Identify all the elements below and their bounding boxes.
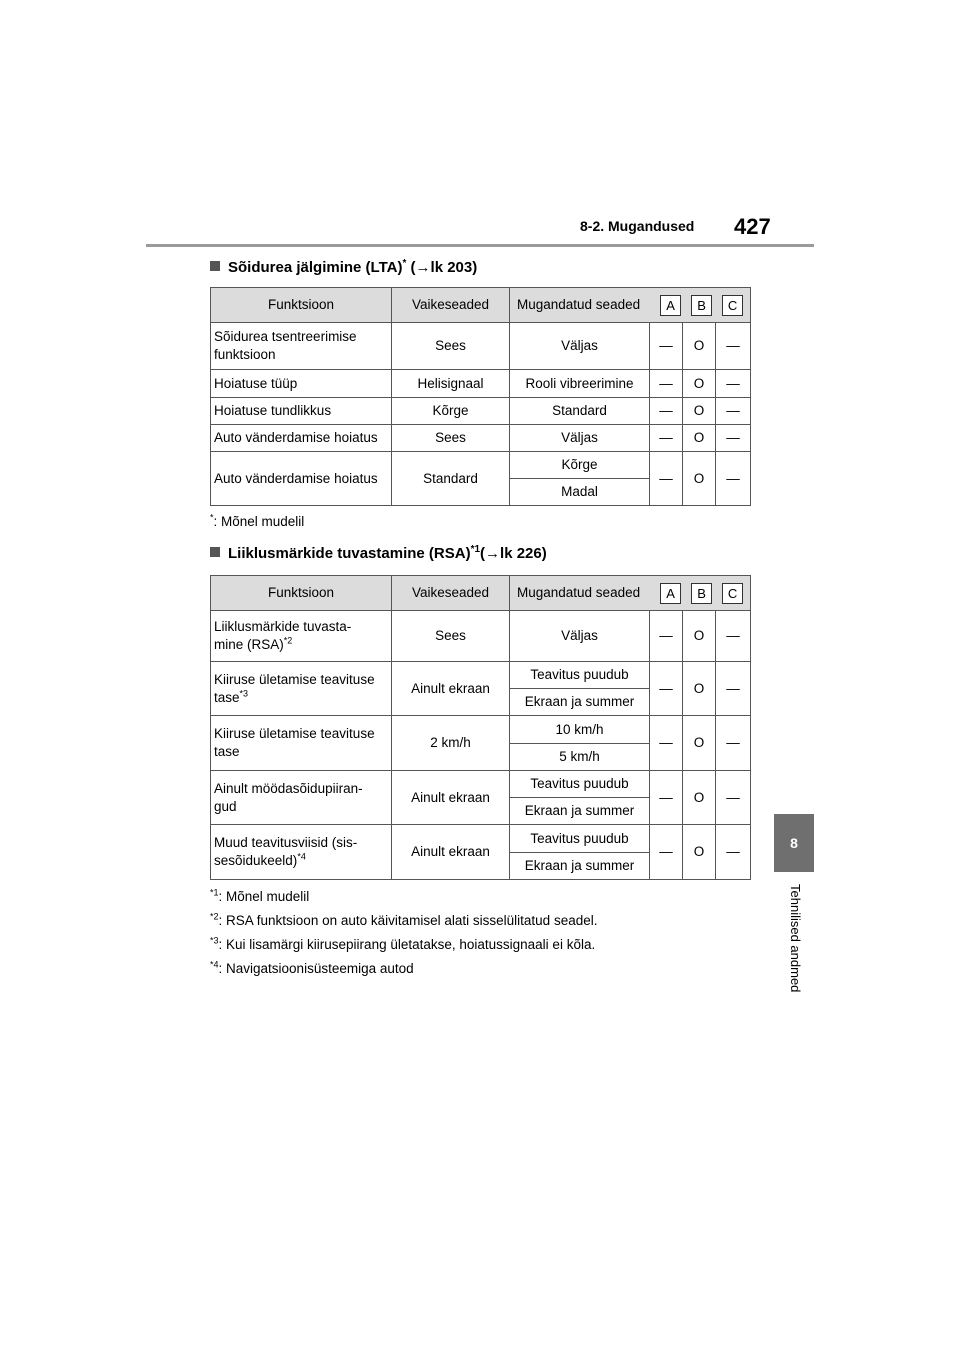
page-number: 427 [734,214,771,239]
section-header: 8-2. Mugandused [580,218,695,234]
chapter-label: Tehnilised andmed [788,884,803,993]
col-custom: Mugandatud seaded A B C [510,576,751,611]
col-c-badge: C [722,583,743,604]
col-default: Vaikeseaded [392,288,510,323]
col-b-badge: B [691,295,712,316]
table-row: Muud teavitusviisid (sis- sesõidukeeld)$^{*4}$ Ainult ekraan Teavitus puudub — O — [211,825,751,853]
table-row: Ekraan ja summer [211,689,751,716]
table-row: Ainult möödasõidupiiran- gud Ainult ekraan Teavitus puudub — O — [211,771,751,798]
rsa-settings-table [210,575,751,880]
col-a-badge: A [660,583,681,604]
table-row: Auto vänderdamise hoiatus Standard Kõrge — O — [211,452,751,479]
table-row: Sõidurea tsentreerimise funktsioon Sees Väljas — O — [211,323,751,370]
section2-title: Liiklusmärkide tuvastamine (RSA)$^{*1}$(→lk 226) [210,545,547,562]
col-function: Funktsioon [211,576,392,611]
table-row: Kiiruse ületamise teavituse tase$^{*3}$ Ainult ekraan Teavitus puudub — O — [211,662,751,689]
table-header-row [211,288,751,323]
table-row: Kiiruse ületamise teavituse tase 2 km/h 10 km/h — O — [211,716,751,744]
col-default: Vaikeseaded [392,576,510,611]
table-row: Ekraan ja summer [211,798,751,825]
table-header-row [211,576,751,611]
col-custom: Mugandatud seaded A B C [510,288,751,323]
footnote: *: Mõnel mudelil [210,512,305,529]
table-row: Liiklusmärkide tuvasta- mine (RSA)$^{*2}$ Sees Väljas — O — [211,611,751,662]
col-b-badge: B [691,583,712,604]
table-row: Hoiatuse tüüp Helisignaal Rooli vibreerimine — O — [211,370,751,398]
header-divider [146,244,814,247]
col-c-badge: C [722,295,743,316]
footnote-4: $^{*4}$: Navigatsioonisüsteemiga autod [210,959,414,976]
footnote-2: $^{*2}$: RSA funktsioon on auto käivitamisel alati sisselülitatud seadel. [210,911,598,928]
table-row: Ekraan ja summer [211,853,751,880]
footnote-3: $^{*3}$: Kui lisamärgi kiirusepiirang ületatakse, hoiatussignaali ei kõla. [210,935,596,952]
table-row: Hoiatuse tundlikkus Kõrge Standard — O — [211,398,751,425]
table-row: Auto vänderdamise hoiatus Sees Väljas — O — [211,425,751,452]
table-row: Madal [211,479,751,506]
lta-settings-table [210,287,751,506]
footnote-1: $^{*1}$: Mõnel mudelil [210,887,310,904]
chapter-tab: 8 [774,814,814,872]
col-function: Funktsioon [211,288,392,323]
square-bullet-icon [210,547,220,557]
square-bullet-icon [210,261,220,271]
table-row: 5 km/h [211,744,751,771]
section1-title: Sõidurea jälgimine (LTA)* (→lk 203) [210,259,477,276]
col-a-badge: A [660,295,681,316]
